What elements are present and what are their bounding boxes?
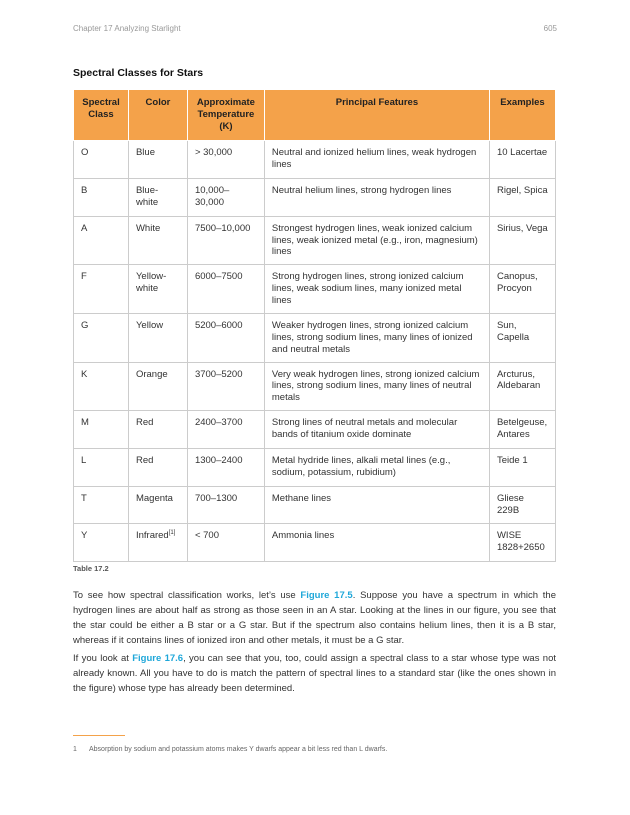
body-paragraph: [73, 651, 556, 696]
page-header: [73, 24, 557, 33]
table-row: [74, 265, 556, 314]
column-header: Spectral Class: [74, 90, 129, 141]
table-row: [74, 216, 556, 265]
table-cell: Arcturus, Aldebaran: [489, 362, 555, 411]
table-cell-text: Infrared: [135, 530, 169, 542]
figure-link[interactable]: Figure 17.6: [132, 653, 184, 664]
table-cell: Ammonia lines: [264, 523, 489, 561]
table-cell: 2400–3700: [187, 411, 264, 449]
table-cell: O: [74, 140, 129, 178]
column-header: Examples: [489, 90, 555, 141]
table-cell: Yellow-white: [128, 265, 187, 314]
table-cell: [128, 523, 187, 561]
table-cell: > 30,000: [187, 140, 264, 178]
table-cell: Strong lines of neutral metals and molecular bands of titanium oxide dominate: [264, 411, 489, 449]
column-header: Principal Features: [264, 90, 489, 141]
table-cell: Rigel, Spica: [489, 178, 555, 216]
table-cell: Yellow: [128, 313, 187, 362]
table-cell: 5200–6000: [187, 313, 264, 362]
table-cell: F: [74, 265, 129, 314]
table-cell: Strongest hydrogen lines, weak ionized calcium lines, weak ionized metal (e.g., iron, magnesium) lines: [264, 216, 489, 265]
table-row: [74, 411, 556, 449]
table-cell: Gliese 229B: [489, 487, 555, 524]
table-cell: A: [74, 216, 129, 265]
paragraph-text: , you can see that you, too, could assign a spectral class to a star whose type was not already known. All you have to do is match the pattern of spectral lines to a standard star (like the ones shown in the figure) whose type has already been determined.: [73, 653, 556, 694]
footnote-number: 1: [73, 746, 77, 753]
table-cell: < 700: [187, 523, 264, 561]
footnote: [73, 746, 387, 753]
table-cell: 7500–10,000: [187, 216, 264, 265]
table-caption: Table 17.2: [73, 564, 109, 573]
table-cell: White: [128, 216, 187, 265]
table-header-row: [74, 90, 556, 141]
paragraph-text: If you look at: [73, 653, 133, 664]
table-cell: Sirius, Vega: [489, 216, 555, 265]
table-cell: T: [74, 487, 129, 524]
table-cell: Blue-white: [128, 178, 187, 216]
table-row: [74, 140, 556, 178]
table-row: [74, 178, 556, 216]
footnote-text: Absorption by sodium and potassium atoms makes Y dwarfs appear a bit less red than L dwarfs.: [89, 746, 388, 753]
table-cell: WISE 1828+2650: [489, 523, 555, 561]
table-cell: 6000–7500: [187, 265, 264, 314]
table-cell: 3700–5200: [187, 362, 264, 411]
table-cell: Neutral helium lines, strong hydrogen lines: [264, 178, 489, 216]
table-cell: 10,000–30,000: [187, 178, 264, 216]
spectral-classes-table: [73, 89, 556, 562]
table-cell: Strong hydrogen lines, strong ionized calcium lines, weak sodium lines, many ionized metal lines: [264, 265, 489, 314]
table-cell: Blue: [128, 140, 187, 178]
paragraph-text: . Suppose you have a spectrum in which the hydrogen lines are about half as strong as those seen in an A star. Looking at the lines in our figure, you see that the star could be either a B star or a G star. But if the spectrum also contains helium lines, then it is a B star, whereas if it contains lines of ionized iron and other metals, it must be a G star.: [73, 590, 556, 646]
page-number: 605: [543, 24, 557, 33]
table-cell: Canopus, Procyon: [489, 265, 555, 314]
table-row: [74, 362, 556, 411]
column-header: Color: [128, 90, 187, 141]
table-cell: K: [74, 362, 129, 411]
table-row: [74, 313, 556, 362]
table-cell: L: [74, 449, 129, 487]
table-cell: Weaker hydrogen lines, strong ionized calcium lines, strong sodium lines, many lines of ionized and neutral metals: [264, 313, 489, 362]
table-cell: M: [74, 411, 129, 449]
column-header: Approximate Temperature (K): [187, 90, 264, 141]
table-row: [74, 487, 556, 524]
footnote-divider: [73, 735, 125, 736]
table-cell: Magenta: [128, 487, 187, 524]
table-row: [74, 523, 556, 561]
table-cell: Red: [128, 411, 187, 449]
table-cell: Metal hydride lines, alkali metal lines (e.g., sodium, potassium, rubidium): [264, 449, 489, 487]
table-cell: B: [74, 178, 129, 216]
table-cell: Betelgeuse, Antares: [489, 411, 555, 449]
table-cell: G: [74, 313, 129, 362]
table-cell: Y: [74, 523, 129, 561]
chapter-title: Chapter 17 Analyzing Starlight: [73, 24, 181, 33]
table-row: [74, 449, 556, 487]
table-cell: Teide 1: [489, 449, 555, 487]
table-cell: Orange: [128, 362, 187, 411]
table-cell: Sun, Capella: [489, 313, 555, 362]
paragraph-text: To see how spectral classification works, let’s use: [73, 590, 301, 601]
table-cell: Neutral and ionized helium lines, weak hydrogen lines: [264, 140, 489, 178]
table-cell: 10 Lacertae: [489, 140, 555, 178]
table-cell: 700–1300: [187, 487, 264, 524]
table-title: Spectral Classes for Stars: [73, 67, 204, 79]
table-cell: Red: [128, 449, 187, 487]
footnote-marker[interactable]: [1]: [168, 529, 176, 536]
table-cell: 1300–2400: [187, 449, 264, 487]
table-cell: Methane lines: [264, 487, 489, 524]
table-cell: Very weak hydrogen lines, strong ionized calcium lines, strong sodium lines, many lines of neutral metals: [264, 362, 489, 411]
figure-link[interactable]: Figure 17.5: [300, 590, 353, 601]
body-paragraph: [73, 588, 556, 648]
